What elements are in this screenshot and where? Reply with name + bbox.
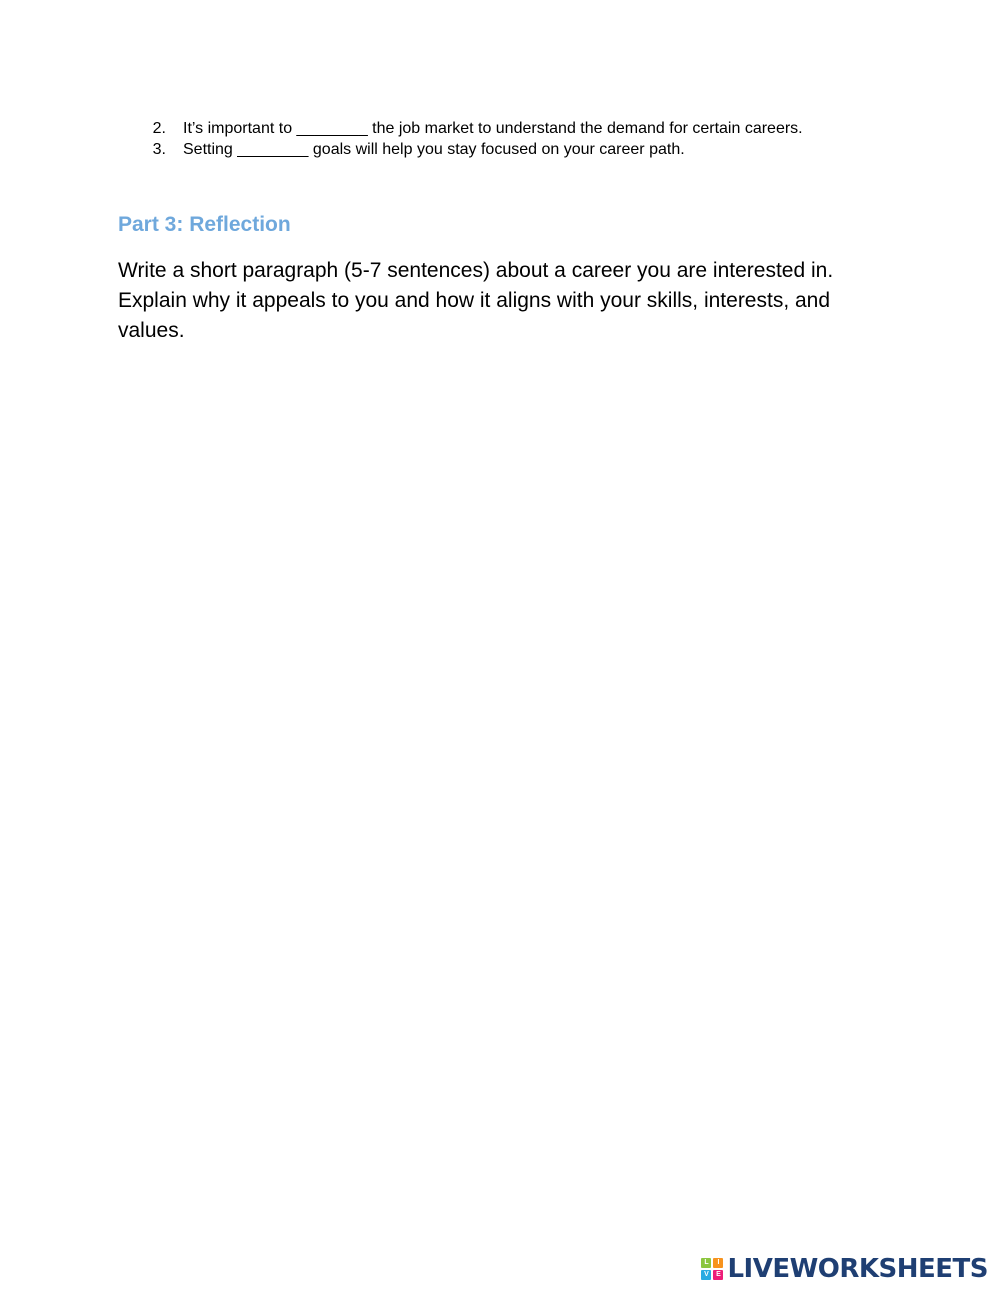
list-item	[118, 139, 918, 160]
logo-mark-letter: E	[713, 1270, 723, 1280]
logo-mark-letter: L	[701, 1258, 711, 1268]
fill-in-list	[118, 118, 918, 160]
list-item-number: 3.	[152, 141, 166, 158]
list-item	[118, 118, 918, 139]
section-heading: Part 3: Reflection	[118, 213, 291, 236]
list-item-number: 2.	[152, 120, 166, 137]
logo-mark-icon	[701, 1258, 723, 1280]
list-item-text: It’s important to ________ the job market to understand the demand for certain careers.	[183, 120, 803, 137]
logo-mark-letter: V	[701, 1270, 711, 1280]
list-item-text: Setting ________ goals will help you stay focused on your career path.	[183, 141, 685, 158]
reflection-instructions: Write a short paragraph (5-7 sentences) about a career you are interested in. Explain why it appeals to you and how it aligns with your skills, interests, and values.	[118, 259, 834, 342]
liveworksheets-logo	[701, 1254, 988, 1284]
logo-text: LIVEWORKSHEETS	[727, 1254, 988, 1284]
logo-mark-letter: I	[713, 1258, 723, 1268]
